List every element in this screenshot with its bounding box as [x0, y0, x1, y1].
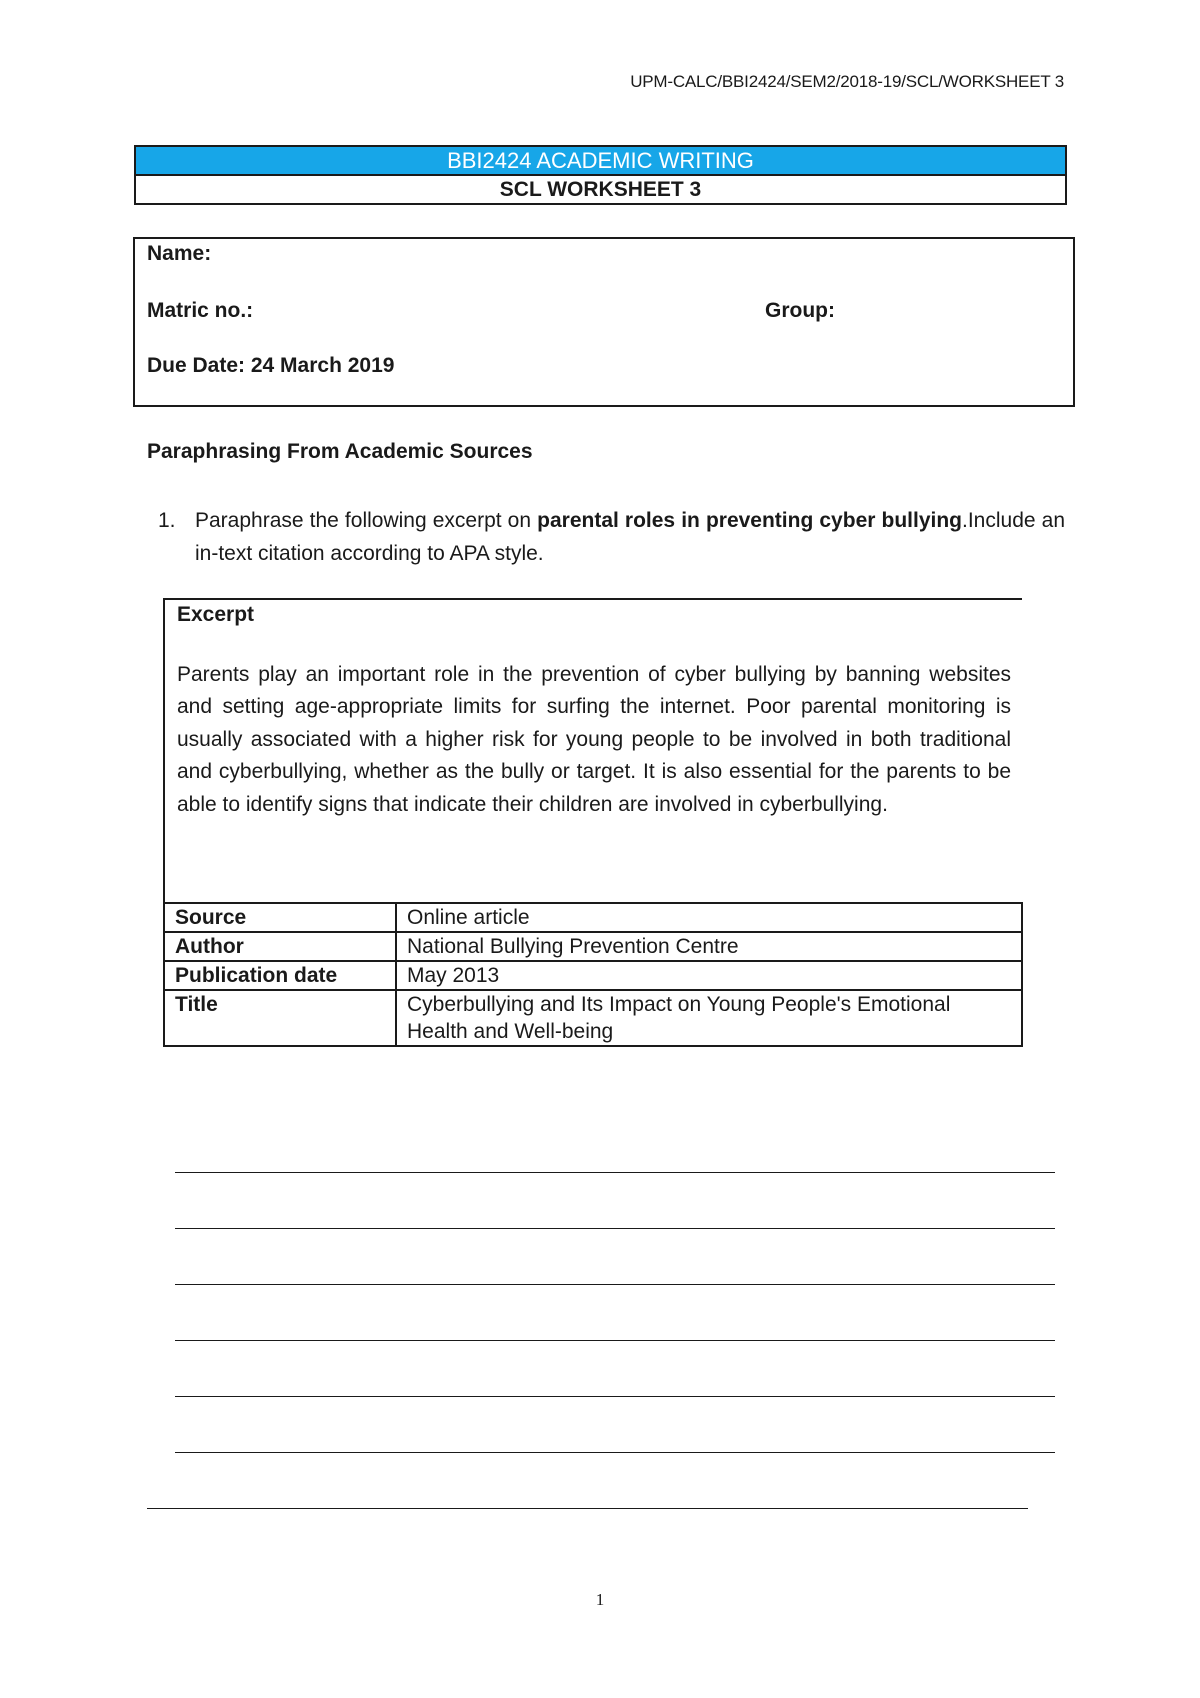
- group-label: Group:: [765, 299, 835, 322]
- answer-line[interactable]: [175, 1228, 1055, 1229]
- source-value: Online article: [396, 903, 1022, 932]
- publication-date-key: Publication date: [164, 961, 396, 990]
- course-title: BBI2424 ACADEMIC WRITING: [136, 147, 1065, 176]
- author-value: National Bullying Prevention Centre: [396, 932, 1022, 961]
- source-table: [163, 902, 1023, 1047]
- answer-line[interactable]: [175, 1452, 1055, 1453]
- answer-line[interactable]: [175, 1172, 1055, 1173]
- matric-label: Matric no.:: [147, 299, 254, 322]
- excerpt-box: [163, 598, 1022, 904]
- excerpt-body: Parents play an important role in the prevention of cyber bullying by banning websites and setting age-appropriate limits for surfing the internet. Poor parental monitoring is usually associated with a higher risk for young people to be involved in both traditional and cyberbullying, whether as the bully or target. It is also essential for the parents to be able to identify signs that indicate their children are involved in cyberbullying.: [177, 663, 1011, 816]
- title-box: [134, 145, 1067, 205]
- excerpt-title: Excerpt: [177, 603, 255, 626]
- title-key: Title: [164, 990, 396, 1046]
- section-title: Paraphrasing From Academic Sources: [147, 440, 533, 463]
- student-info-box: [133, 237, 1075, 407]
- table-row: [164, 932, 1022, 961]
- question-number: 1.: [158, 509, 176, 532]
- answer-line[interactable]: [175, 1340, 1055, 1341]
- question-topic: parental roles in preventing cyber bullying: [537, 509, 962, 532]
- document-header-code: UPM-CALC/BBI2424/SEM2/2018-19/SCL/WORKSHEET 3: [630, 72, 1064, 91]
- due-date-label: Due Date: 24 March 2019: [147, 354, 395, 377]
- worksheet-title: SCL WORKSHEET 3: [499, 178, 702, 201]
- author-key: Author: [164, 932, 396, 961]
- table-row: [164, 903, 1022, 932]
- question-text: [195, 504, 1065, 570]
- table-row: [164, 961, 1022, 990]
- question-1: [158, 504, 1065, 570]
- question-text-end: .Include an in-text citation according to APA style.: [195, 509, 1065, 565]
- page-number: 1: [595, 1590, 605, 1609]
- answer-line[interactable]: [175, 1396, 1055, 1397]
- question-text-start: Paraphrase the following excerpt on: [195, 509, 538, 532]
- table-row: [164, 990, 1022, 1046]
- title-value: Cyberbullying and Its Impact on Young People's Emotional Health and Well-being: [396, 990, 1022, 1046]
- answer-line[interactable]: [147, 1508, 1028, 1509]
- answer-line[interactable]: [175, 1284, 1055, 1285]
- publication-date-value: May 2013: [396, 961, 1022, 990]
- name-label: Name:: [147, 242, 212, 265]
- source-key: Source: [164, 903, 396, 932]
